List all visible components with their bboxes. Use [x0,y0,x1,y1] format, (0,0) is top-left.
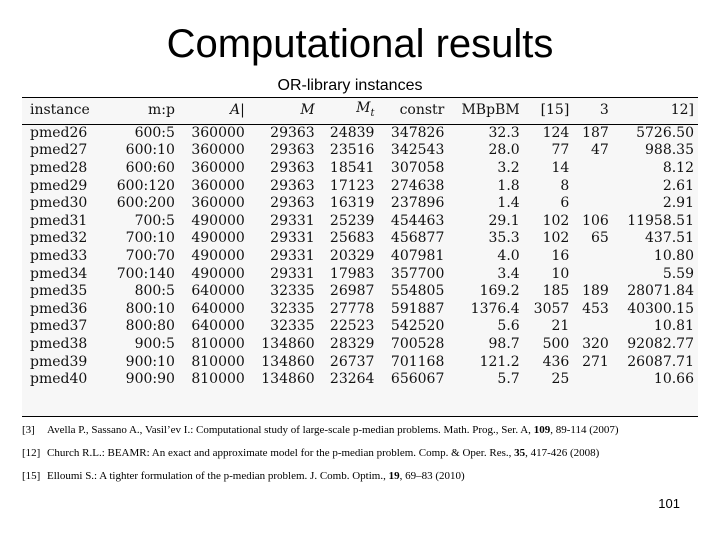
table-cell [573,248,613,266]
table-cell: 8.12 [662,159,694,176]
column-header-label: m:p [147,102,175,119]
column-header [448,98,523,124]
table-cell: 25683 [329,230,375,247]
reference-volume: 109 [533,424,551,436]
column-header-label: A| [229,102,245,119]
table-cell: 357700 [390,265,445,282]
table-cell: 17123 [329,177,375,194]
table-cell: 16 [551,247,570,264]
reference-tag: [15] [22,470,41,482]
table-cell: 640000 [191,318,245,335]
table-cell: 554805 [390,283,445,300]
table-cell: pmed40 [30,371,88,388]
reference-tag: [12] [22,447,41,459]
table-cell: 360000 [191,142,245,159]
column-header [179,98,249,124]
table-cell: pmed36 [30,300,88,317]
table-cell: 169.2 [479,283,520,300]
table-cell: pmed35 [30,283,88,300]
table-cell: 121.2 [479,353,520,370]
table-row [22,213,698,231]
column-header [524,98,574,124]
reference-text [47,469,465,492]
table-cell: 16319 [329,195,375,212]
table-cell: 32335 [270,283,315,300]
table-cell: 500 [542,335,570,352]
table-cell: 26087.71 [627,353,694,370]
table-row [22,283,698,301]
table-row [22,248,698,266]
table-cell: 700:10 [125,230,175,247]
table-cell: 810000 [191,371,245,388]
table-cell: 29331 [270,230,315,247]
table-cell: 28329 [329,335,375,352]
table-cell: 274638 [390,177,445,194]
table-cell: 342543 [390,142,445,159]
table-cell: 591887 [390,300,445,317]
table-row [22,178,698,196]
table-cell: pmed27 [30,142,88,159]
reference-item [22,469,712,492]
table-cell: 800:5 [134,283,175,300]
references-list [22,423,712,492]
table-cell: 20329 [329,247,375,264]
table-cell: 360000 [191,124,245,141]
table-cell: 40300.15 [627,300,694,317]
table-cell: 810000 [191,335,245,352]
table-cell: 65 [590,230,609,247]
table-cell [573,160,613,178]
table-cell: 810000 [191,353,245,370]
table-cell: 32335 [270,318,315,335]
reference-pages: , 89-114 (2007) [550,424,619,436]
page-number: 101 [658,496,680,511]
column-header-label: 12] [670,102,694,119]
table-body [22,124,698,388]
table-cell: 134860 [261,353,315,370]
table-cell: 27778 [329,300,375,317]
table-cell: 25 [551,371,570,388]
table-cell: pmed32 [30,230,88,247]
table-cell: 189 [582,283,609,300]
column-header-label: instance [30,102,90,119]
table-cell: 453 [582,300,609,317]
reference-pages: , 417-426 (2008) [525,447,600,459]
table-cell: 360000 [191,177,245,194]
table-cell: 29331 [270,212,315,229]
column-header-label: 3 [599,102,609,119]
reference-tag: [3] [22,424,35,436]
table-cell: 490000 [191,230,245,247]
table-cell: 454463 [390,212,445,229]
table-cell: 29.1 [488,212,520,229]
reference-text [47,446,599,469]
table-cell: 360000 [191,159,245,176]
table-cell: 271 [582,353,609,370]
table-cell: 29363 [270,124,315,141]
table-cell: 26987 [329,283,375,300]
table-row [22,230,698,248]
table-cell: 5.59 [662,265,694,282]
table-cell: 47 [590,142,609,159]
table-cell: 701168 [390,353,445,370]
table-cell: 24839 [329,124,375,141]
table-row [22,371,698,389]
table-cell: 4.0 [497,247,520,264]
table-cell: 8 [560,177,570,194]
table-cell: 542520 [390,318,445,335]
column-header [573,98,613,124]
column-header-label: [15] [540,102,570,119]
table-cell: 29363 [270,195,315,212]
table-cell: 490000 [191,265,245,282]
column-header [104,98,179,124]
table-cell: 700528 [390,335,445,352]
table-cell: 700:140 [116,265,175,282]
results-table-container [22,97,698,417]
column-header-label: MBpBM [461,102,520,119]
table-cell: 5.7 [497,371,520,388]
table-cell: 700:5 [134,212,175,229]
table-cell: 134860 [261,371,315,388]
table-cell: 1376.4 [470,300,520,317]
table-cell: 600:10 [125,142,175,159]
table-cell: 102 [542,212,570,229]
table-cell: pmed26 [30,124,88,141]
table-cell: 436 [542,353,570,370]
table-row [22,124,698,142]
reference-volume: 35 [514,447,526,459]
table-cell: 6 [560,195,570,212]
table-cell: pmed33 [30,247,88,264]
reference-item [22,423,712,446]
table-cell [573,266,613,284]
table-cell: pmed34 [30,265,88,282]
table-cell: pmed30 [30,195,88,212]
column-header-label: M [356,100,371,116]
table-cell: 124 [542,124,570,141]
table-cell: 23264 [329,371,375,388]
table-cell: 32.3 [488,124,520,141]
table-cell: 102 [542,230,570,247]
table-cell: 5.6 [497,318,520,335]
column-header [249,98,319,124]
table-row [22,354,698,372]
table-cell: 92082.77 [627,335,694,352]
table-cell: 23516 [329,142,375,159]
table-cell: 35.3 [488,230,520,247]
table-cell: 11958.51 [627,212,694,229]
table-cell [573,371,613,389]
table-cell: 28.0 [488,142,520,159]
table-cell: 656067 [390,371,445,388]
table-cell: pmed37 [30,318,88,335]
column-header [319,98,379,124]
table-cell: 25239 [329,212,375,229]
table-cell: pmed28 [30,159,88,176]
table-cell: 187 [582,124,609,141]
table-cell: 407981 [390,247,445,264]
table-cell: 456877 [390,230,445,247]
table-cell: 106 [582,212,609,229]
table-cell: 14 [551,159,570,176]
table-cell: 29363 [270,177,315,194]
table-cell: 29363 [270,142,315,159]
table-cell: 360000 [191,195,245,212]
reference-volume: 19 [388,470,400,482]
reference-body: Avella P., Sassano A., Vasil’ev I.: Computational study of large-scale p-median problems. Math. Prog., Ser. A, [47,424,531,436]
table-cell: 22523 [329,318,375,335]
table-row [22,160,698,178]
table-cell: 185 [542,283,570,300]
table-cell: 29331 [270,247,315,264]
table-cell: 320 [582,335,609,352]
reference-body: Church R.L.: BEAMR: An exact and approximate model for the p-median problem. Comp. & Oper. Res., [47,447,512,459]
table-cell: 900:5 [134,335,175,352]
table-cell: 490000 [191,212,245,229]
column-header [378,98,448,124]
table-cell: 1.8 [497,177,520,194]
table-cell: 800:80 [125,318,175,335]
table-cell: 2.91 [662,195,694,212]
table-cell: 134860 [261,335,315,352]
table-cell: 5726.50 [636,124,694,141]
table-row [22,301,698,319]
table-cell: 900:10 [125,353,175,370]
table-cell: 26737 [329,353,375,370]
reference-item [22,446,712,469]
table-cell: 3.4 [497,265,520,282]
table-cell: 21 [551,318,570,335]
reference-pages: , 69–83 (2010) [399,470,465,482]
table-cell: 600:200 [116,195,175,212]
table-cell: 17983 [329,265,375,282]
table-row [22,195,698,213]
reference-text [47,423,619,446]
table-row [22,336,698,354]
table-cell [573,318,613,336]
table-cell: 600:5 [134,124,175,141]
table-row [22,266,698,284]
table-cell: 10.80 [653,247,694,264]
table-cell: 640000 [191,283,245,300]
table-header-row [22,98,698,124]
column-header-subscript: t [370,107,375,119]
table-cell: 28071.84 [627,283,694,300]
table-row [22,142,698,160]
slide-title: Computational results [166,22,554,66]
reference-body: Elloumi S.: A tighter formulation of the p-median problem. J. Comb. Optim., [47,470,386,482]
table-cell: 10 [551,265,570,282]
column-header [22,98,104,124]
table-cell: 29363 [270,159,315,176]
table-cell: 10.66 [653,371,694,388]
table-cell: 490000 [191,247,245,264]
column-header [613,98,698,124]
table-cell: 32335 [270,300,315,317]
table-cell: 10.81 [653,318,694,335]
table-row [22,318,698,336]
table-cell: 437.51 [645,230,694,247]
table-cell: 900:90 [125,371,175,388]
table-cell: 77 [551,142,570,159]
slide-subtitle: OR-library instances [277,77,423,94]
table-cell: pmed38 [30,335,88,352]
results-table [22,98,698,389]
table-cell: 347826 [390,124,445,141]
table-cell: pmed39 [30,353,88,370]
table-cell: pmed29 [30,177,88,194]
table-cell: 800:10 [125,300,175,317]
table-cell: 1.4 [497,195,520,212]
table-cell: 237896 [390,195,445,212]
table-cell: 2.61 [662,177,694,194]
table-cell: 640000 [191,300,245,317]
column-header-label: M [300,102,315,119]
column-header-label: constr [399,102,445,119]
table-cell: 600:60 [125,159,175,176]
table-cell: 307058 [390,159,445,176]
table-cell: 98.7 [488,335,520,352]
table-cell [573,195,613,213]
table-cell: 600:120 [116,177,175,194]
table-cell: pmed31 [30,212,88,229]
table-cell [573,178,613,196]
table-cell: 18541 [329,159,375,176]
table-cell: 29331 [270,265,315,282]
table-cell: 700:70 [125,247,175,264]
table-cell: 988.35 [645,142,694,159]
table-cell: 3057 [533,300,570,317]
table-cell: 3.2 [497,159,520,176]
